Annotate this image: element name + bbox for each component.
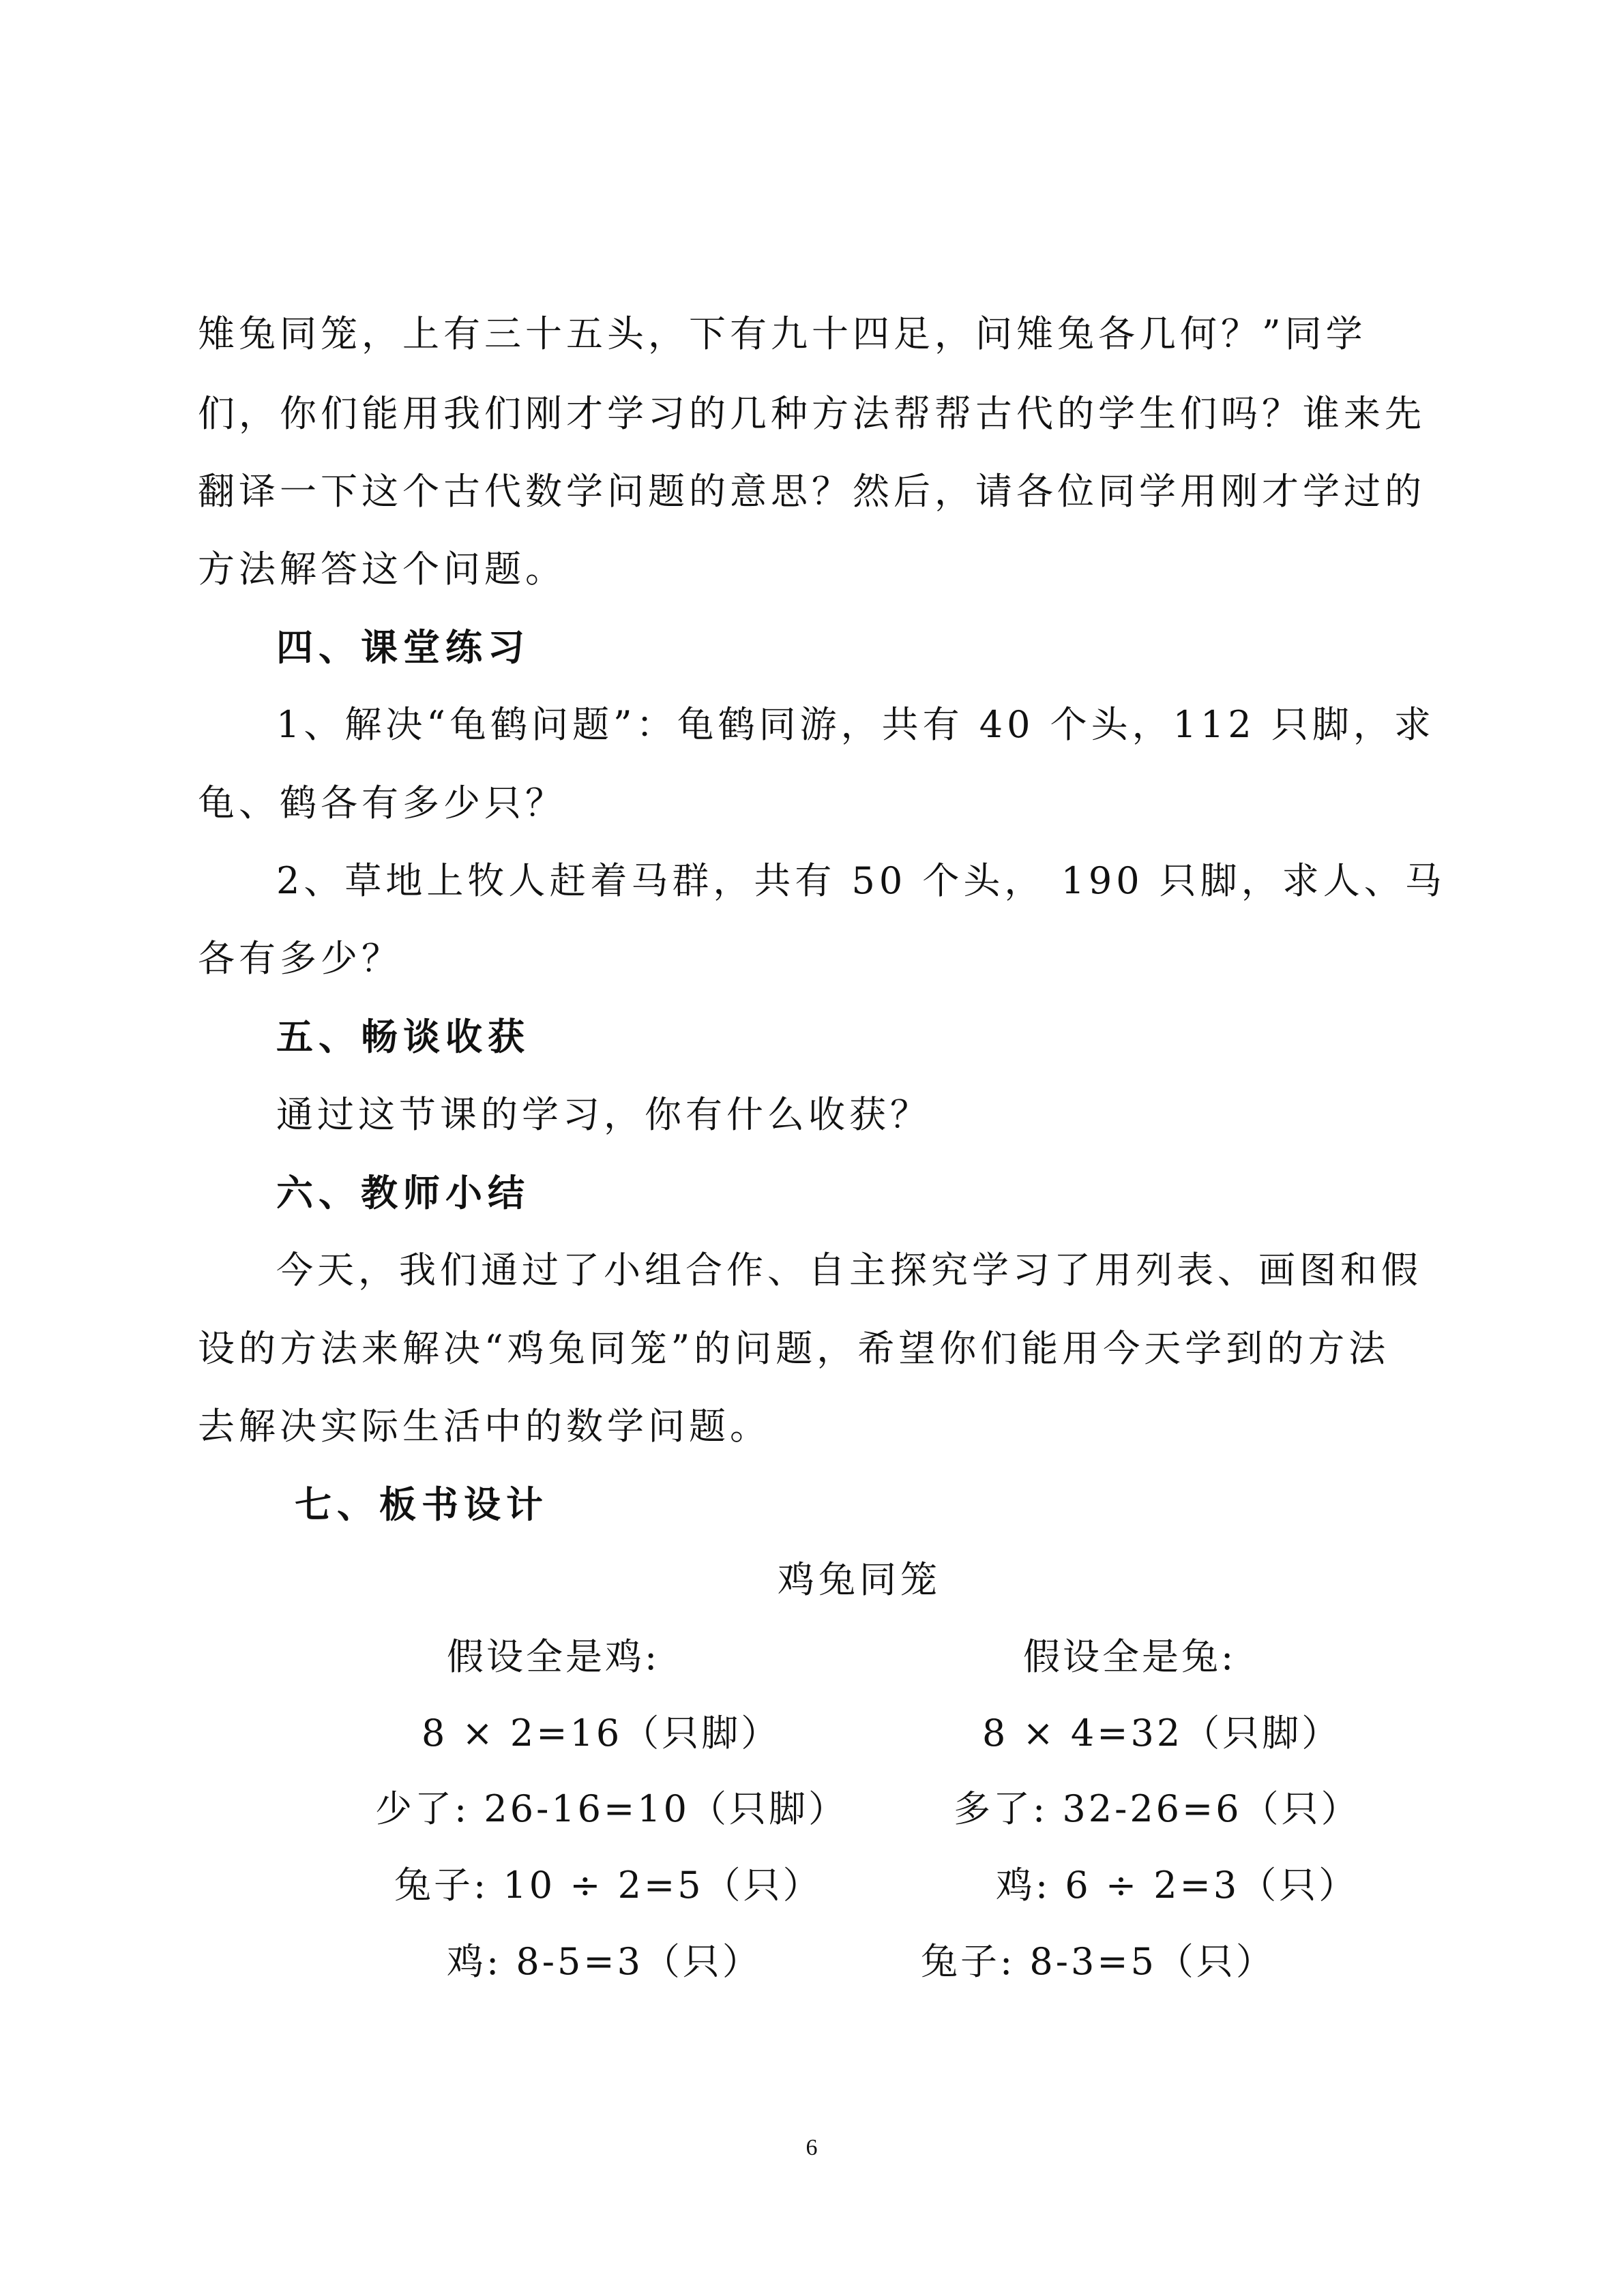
board-right-line-3: 多了: 32-26=6（只） [954,1787,1361,1830]
intro-line-4: 方法解答这个问题。 [198,548,566,591]
intro-line-1: 雉兔同笼，上有三十五头，下有九十四足，问雉兔各几何？”同学 [198,312,1367,355]
exercise-2-line-1: 2、草地上牧人赶着马群，共有 50 个头， 190 只脚，求人、马 [276,859,1446,902]
board-left-line-3: 少了: 26-16=10（只脚） [375,1787,848,1830]
exercise-2-line-2: 各有多少？ [198,937,402,980]
board-right-line-2: 8 × 4=32（只脚） [982,1712,1342,1755]
summary-line-2: 设的方法来解决“鸡兔同笼”的问题，希望你们能用今天学到的方法 [198,1327,1390,1370]
board-left-line-2: 8 × 2=16（只脚） [422,1712,781,1755]
board-right-line-5: 兔子: 8-3=5（只） [921,1940,1275,1983]
board-left-line-1: 假设全是鸡: [447,1635,660,1678]
section-7-heading: 七、板书设计 [295,1482,548,1526]
section-5-heading: 五、畅谈收获 [276,1015,530,1058]
summary-line-1: 今天，我们通过了小组合作、自主探究学习了用列表、画图和假 [276,1249,1422,1292]
board-left-line-4: 兔子: 10 ÷ 2=5（只） [394,1864,823,1907]
board-title: 鸡兔同笼 [778,1558,941,1601]
board-right-line-1: 假设全是兔: [1023,1635,1237,1678]
page-number: 6 [806,2135,818,2160]
intro-line-3: 翻译一下这个古代数学问题的意思？然后，请各位同学用刚才学过的 [198,470,1426,513]
board-left-line-5: 鸡: 8-5=3（只） [447,1940,762,1983]
board-right-line-4: 鸡: 6 ÷ 2=3（只） [996,1864,1359,1907]
section-4-heading: 四、课堂练习 [276,625,530,669]
exercise-1-line-2: 龟、鹤各有多少只？ [198,781,566,824]
exercise-1-line-1: 1、解决“龟鹤问题”：龟鹤同游，共有 40 个头，112 只脚，求 [276,703,1435,746]
intro-line-2: 们，你们能用我们刚才学习的几种方法帮帮古代的学生们吗？谁来先 [198,392,1426,435]
section-6-heading: 六、教师小结 [276,1171,530,1214]
harvest-question: 通过这节课的学习，你有什么收获？ [276,1093,931,1136]
summary-line-3: 去解决实际生活中的数学问题。 [198,1405,771,1448]
